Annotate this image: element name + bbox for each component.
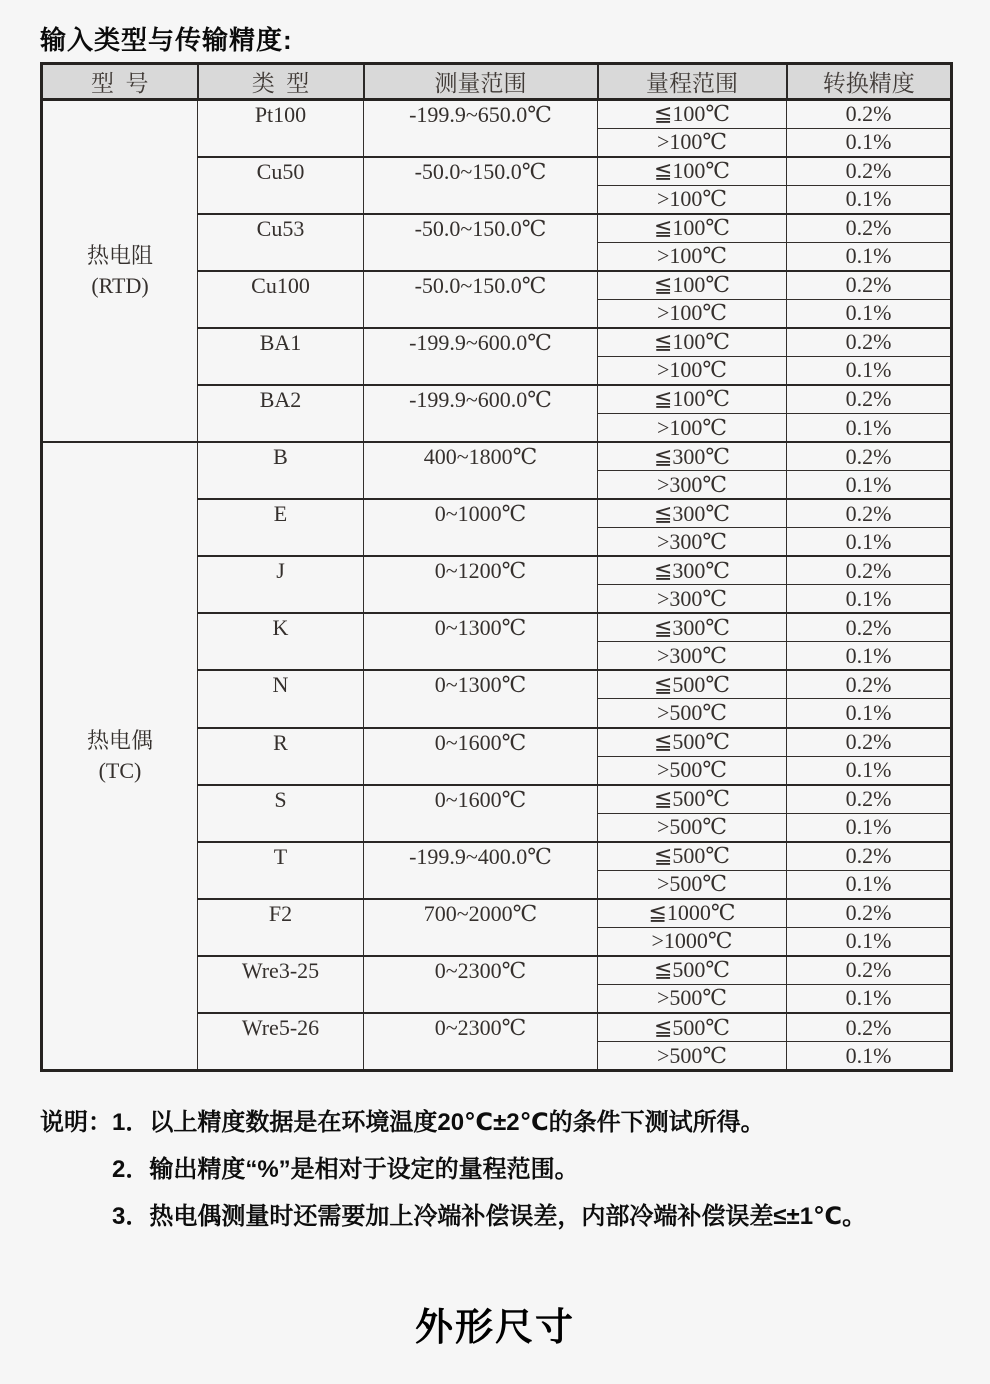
type-cell: K xyxy=(198,613,364,670)
span-cell: ≦100℃ xyxy=(598,271,787,300)
range-cell: -199.9~600.0℃ xyxy=(364,328,598,385)
accuracy-cell: 0.1% xyxy=(787,242,952,271)
span-cell: ≦1000℃ xyxy=(598,899,787,928)
span-cell: ≦100℃ xyxy=(598,100,787,129)
span-cell: >300℃ xyxy=(598,642,787,671)
range-cell: 0~2300℃ xyxy=(364,1013,598,1071)
accuracy-cell: 0.1% xyxy=(787,528,952,557)
span-cell: >300℃ xyxy=(598,471,787,500)
type-cell: B xyxy=(198,442,364,499)
range-cell: 0~1600℃ xyxy=(364,785,598,842)
model-name: 热电偶 xyxy=(86,728,153,754)
section-title: 外形尺寸 xyxy=(414,1307,575,1349)
range-cell: 700~2000℃ xyxy=(364,899,598,956)
page-title: 输入类型与传输精度: xyxy=(40,25,293,55)
type-cell: S xyxy=(198,785,364,842)
span-cell: ≦500℃ xyxy=(598,1013,787,1042)
accuracy-cell: 0.1% xyxy=(787,128,952,157)
range-cell: 0~1600℃ xyxy=(364,728,598,785)
span-cell: >100℃ xyxy=(598,128,787,157)
span-cell: ≦300℃ xyxy=(598,442,787,471)
accuracy-cell: 0.2% xyxy=(787,556,952,585)
span-cell: ≦300℃ xyxy=(598,613,787,642)
header-accuracy: 转换精度 xyxy=(787,64,952,100)
span-cell: >500℃ xyxy=(598,984,787,1013)
notes-label: 说明： xyxy=(40,1109,112,1136)
header-row xyxy=(42,64,952,100)
range-cell: -199.9~650.0℃ xyxy=(364,100,598,157)
notes xyxy=(40,1100,960,1241)
accuracy-cell: 0.1% xyxy=(787,471,952,500)
accuracy-cell: 0.2% xyxy=(787,613,952,642)
span-cell: >300℃ xyxy=(598,528,787,557)
accuracy-cell: 0.2% xyxy=(787,670,952,699)
note-line-2: 2．输出精度“%”是相对于设定的量程范围。 xyxy=(112,1156,579,1183)
span-cell: >100℃ xyxy=(598,185,787,214)
type-cell: N xyxy=(198,670,364,727)
spec-table xyxy=(40,62,953,1072)
type-cell: F2 xyxy=(198,899,364,956)
type-cell: BA2 xyxy=(198,385,364,442)
notes-items xyxy=(112,1100,960,1241)
accuracy-cell: 0.2% xyxy=(787,385,952,414)
model-name: 热电阻 xyxy=(86,243,153,269)
range-cell: -50.0~150.0℃ xyxy=(364,157,598,214)
type-cell: Pt100 xyxy=(198,100,364,157)
span-cell: >500℃ xyxy=(598,756,787,785)
note-line-3: 3．热电偶测量时还需要加上冷端补偿误差，内部冷端补偿误差≤±1℃。 xyxy=(112,1203,867,1230)
accuracy-cell: 0.2% xyxy=(787,956,952,985)
accuracy-cell: 0.1% xyxy=(787,356,952,385)
range-cell: 0~2300℃ xyxy=(364,956,598,1013)
accuracy-cell: 0.1% xyxy=(787,299,952,328)
span-cell: >500℃ xyxy=(598,699,787,728)
accuracy-cell: 0.2% xyxy=(787,728,952,757)
note-line-1: 1．以上精度数据是在环境温度20℃±2℃的条件下测试所得。 xyxy=(112,1109,765,1136)
type-cell: E xyxy=(198,499,364,556)
span-cell: ≦500℃ xyxy=(598,956,787,985)
range-cell: 0~1300℃ xyxy=(364,613,598,670)
accuracy-cell: 0.2% xyxy=(787,499,952,528)
accuracy-cell: 0.1% xyxy=(787,585,952,614)
span-cell: >500℃ xyxy=(598,870,787,899)
span-cell: >100℃ xyxy=(598,356,787,385)
model-cell xyxy=(42,100,198,443)
accuracy-cell: 0.2% xyxy=(787,442,952,471)
span-cell: >500℃ xyxy=(598,813,787,842)
span-cell: ≦300℃ xyxy=(598,556,787,585)
accuracy-cell: 0.2% xyxy=(787,100,952,129)
accuracy-cell: 0.2% xyxy=(787,328,952,357)
accuracy-cell: 0.2% xyxy=(787,899,952,928)
model-cell xyxy=(42,442,198,1070)
accuracy-cell: 0.1% xyxy=(787,927,952,956)
type-cell: T xyxy=(198,842,364,899)
accuracy-cell: 0.1% xyxy=(787,414,952,443)
type-cell: Cu53 xyxy=(198,214,364,271)
span-cell: ≦500℃ xyxy=(598,842,787,871)
type-cell: BA1 xyxy=(198,328,364,385)
span-cell: ≦500℃ xyxy=(598,670,787,699)
accuracy-cell: 0.1% xyxy=(787,642,952,671)
header-range: 测量范围 xyxy=(364,64,598,100)
span-cell: ≦100℃ xyxy=(598,385,787,414)
header-type: 类 型 xyxy=(198,64,364,100)
span-cell: ≦100℃ xyxy=(598,157,787,186)
span-cell: >100℃ xyxy=(598,242,787,271)
span-cell: >100℃ xyxy=(598,414,787,443)
table-row xyxy=(42,100,952,129)
header-model: 型 号 xyxy=(42,64,198,100)
span-cell: >1000℃ xyxy=(598,927,787,956)
accuracy-cell: 0.1% xyxy=(787,185,952,214)
span-cell: >100℃ xyxy=(598,299,787,328)
spec-table-body xyxy=(42,100,952,1071)
accuracy-cell: 0.2% xyxy=(787,785,952,814)
accuracy-cell: 0.2% xyxy=(787,271,952,300)
accuracy-cell: 0.1% xyxy=(787,984,952,1013)
range-cell: 0~1200℃ xyxy=(364,556,598,613)
range-cell: 0~1300℃ xyxy=(364,670,598,727)
model-abbreviation: (TC) xyxy=(98,758,142,784)
accuracy-cell: 0.1% xyxy=(787,699,952,728)
type-cell: R xyxy=(198,728,364,785)
span-cell: >500℃ xyxy=(598,1042,787,1071)
accuracy-cell: 0.2% xyxy=(787,214,952,243)
accuracy-cell: 0.1% xyxy=(787,870,952,899)
type-cell: Wre5-26 xyxy=(198,1013,364,1071)
span-cell: ≦300℃ xyxy=(598,499,787,528)
span-cell: ≦100℃ xyxy=(598,328,787,357)
accuracy-cell: 0.2% xyxy=(787,157,952,186)
type-cell: Cu50 xyxy=(198,157,364,214)
span-cell: ≦100℃ xyxy=(598,214,787,243)
accuracy-cell: 0.2% xyxy=(787,1013,952,1042)
table-row xyxy=(42,442,952,471)
type-cell: Cu100 xyxy=(198,271,364,328)
accuracy-cell: 0.2% xyxy=(787,842,952,871)
model-abbreviation: (RTD) xyxy=(91,273,149,299)
span-cell: ≦500℃ xyxy=(598,728,787,757)
type-cell: J xyxy=(198,556,364,613)
range-cell: -50.0~150.0℃ xyxy=(364,214,598,271)
range-cell: 0~1000℃ xyxy=(364,499,598,556)
accuracy-cell: 0.1% xyxy=(787,756,952,785)
header-span: 量程范围 xyxy=(598,64,787,100)
range-cell: -199.9~600.0℃ xyxy=(364,385,598,442)
accuracy-cell: 0.1% xyxy=(787,813,952,842)
span-cell: ≦500℃ xyxy=(598,785,787,814)
accuracy-cell: 0.1% xyxy=(787,1042,952,1071)
span-cell: >300℃ xyxy=(598,585,787,614)
range-cell: -199.9~400.0℃ xyxy=(364,842,598,899)
range-cell: 400~1800℃ xyxy=(364,442,598,499)
range-cell: -50.0~150.0℃ xyxy=(364,271,598,328)
type-cell: Wre3-25 xyxy=(198,956,364,1013)
